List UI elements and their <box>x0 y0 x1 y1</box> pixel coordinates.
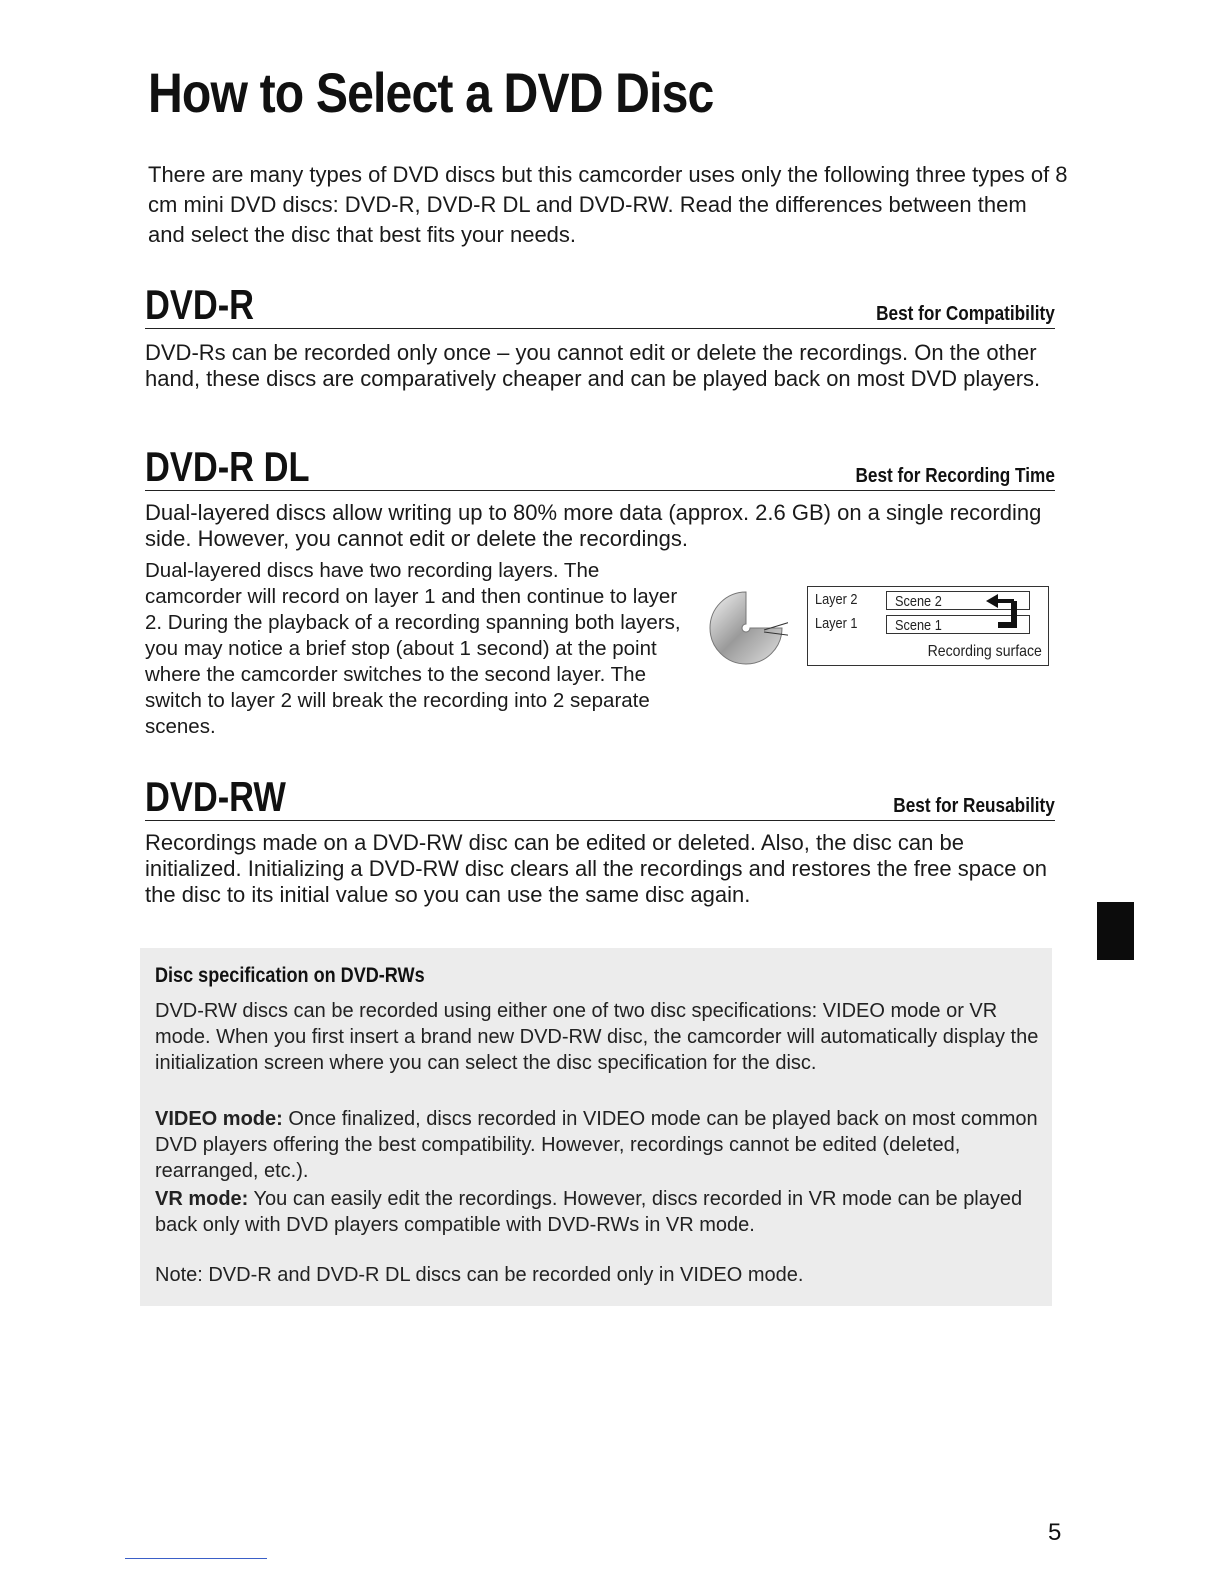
layer-box <box>807 586 1049 666</box>
layer-switch-arrow-icon <box>984 593 1030 633</box>
video-mode-text: Once finalized, discs recorded in VIDEO mode can be played back on most common DVD players offering the best compatibility. However, recordings cannot be edited (deleted, rearranged, etc.). <box>155 1108 1038 1182</box>
section-heading-dvd-r-dl: DVD-R DL <box>145 443 310 490</box>
section-tag-dvd-r: Best for Compatibility <box>876 303 1055 325</box>
scene-2-label: Scene 2 <box>895 593 942 610</box>
intro-paragraph: There are many types of DVD discs but this camcorder uses only the following three types of 8 cm mini DVD discs: DVD-R, DVD-R DL and DVD-RW. Read the differences between them and select the disc that best fits your needs. <box>148 162 1068 247</box>
section-tag-dvd-r-dl: Best for Recording Time <box>855 465 1055 487</box>
page-title: How to Select a DVD Disc <box>148 61 714 124</box>
page-number: 5 <box>1048 1519 1062 1546</box>
spec-note: Note: DVD-R and DVD-R DL discs can be recorded only in VIDEO mode. <box>155 1264 804 1286</box>
chapter-tab-marker <box>1097 902 1134 960</box>
section-heading-dvd-r: DVD-R <box>145 281 255 328</box>
footer-rule <box>125 1558 267 1559</box>
section-heading-dvd-rw: DVD-RW <box>145 773 286 820</box>
section-header-dvd-r <box>145 278 1055 329</box>
vr-mode-label: VR mode: <box>155 1188 249 1210</box>
dual-layer-diagram <box>700 582 1055 672</box>
vr-mode-text: You can easily edit the recordings. However, discs recorded in VR mode can be played back only with DVD players compatible with DVD-RWs in VR mode. <box>155 1188 1023 1236</box>
disc-icon <box>704 586 788 670</box>
spec-video-mode <box>155 1106 1040 1184</box>
spec-body: DVD-RW discs can be recorded using either one of two disc specifications: VIDEO mode or VR mode. When you first insert a brand new DVD-RW disc, the camcorder will automatically display the initialization screen where you can select the disc specification for the disc. <box>155 1000 1039 1074</box>
layer-2-label: Layer 2 <box>815 591 858 608</box>
spec-vr-mode <box>155 1186 1040 1238</box>
section-body-dvd-r-dl: Dual-layered discs allow writing up to 80% more data (approx. 2.6 GB) on a single recording side. However, you cannot edit or delete the recordings. <box>145 500 1042 551</box>
spec-title: Disc specification on DVD-RWs <box>155 964 425 987</box>
video-mode-label: VIDEO mode: <box>155 1108 283 1130</box>
section-header-dvd-rw <box>145 770 1055 821</box>
section-tag-dvd-rw: Best for Reusability <box>893 795 1055 817</box>
scene-1-label: Scene 1 <box>895 617 942 634</box>
recording-surface-label: Recording surface <box>927 643 1042 660</box>
section-body-dvd-r: DVD-Rs can be recorded only once – you cannot edit or delete the recordings. On the other hand, these discs are comparatively cheaper and can be played back on most DVD players. <box>145 340 1041 391</box>
section-header-dvd-r-dl <box>145 440 1055 491</box>
section-detail-dvd-r-dl: Dual-layered discs have two recording layers. The camcorder will record on layer 1 and then continue to layer 2. During the playback of a recording spanning both layers, you may notice a brief stop (about 1 second) at the point where the camcorder switches to the second layer. The switch to layer 2 will break the recording into 2 separate scenes. <box>145 559 681 738</box>
section-body-dvd-rw: Recordings made on a DVD-RW disc can be edited or deleted. Also, the disc can be initialized. Initializing a DVD-RW disc clears all the recordings and restores the free space on the disc to its initial value so you can use the same disc again. <box>145 830 1048 907</box>
layer-1-label: Layer 1 <box>815 615 858 632</box>
